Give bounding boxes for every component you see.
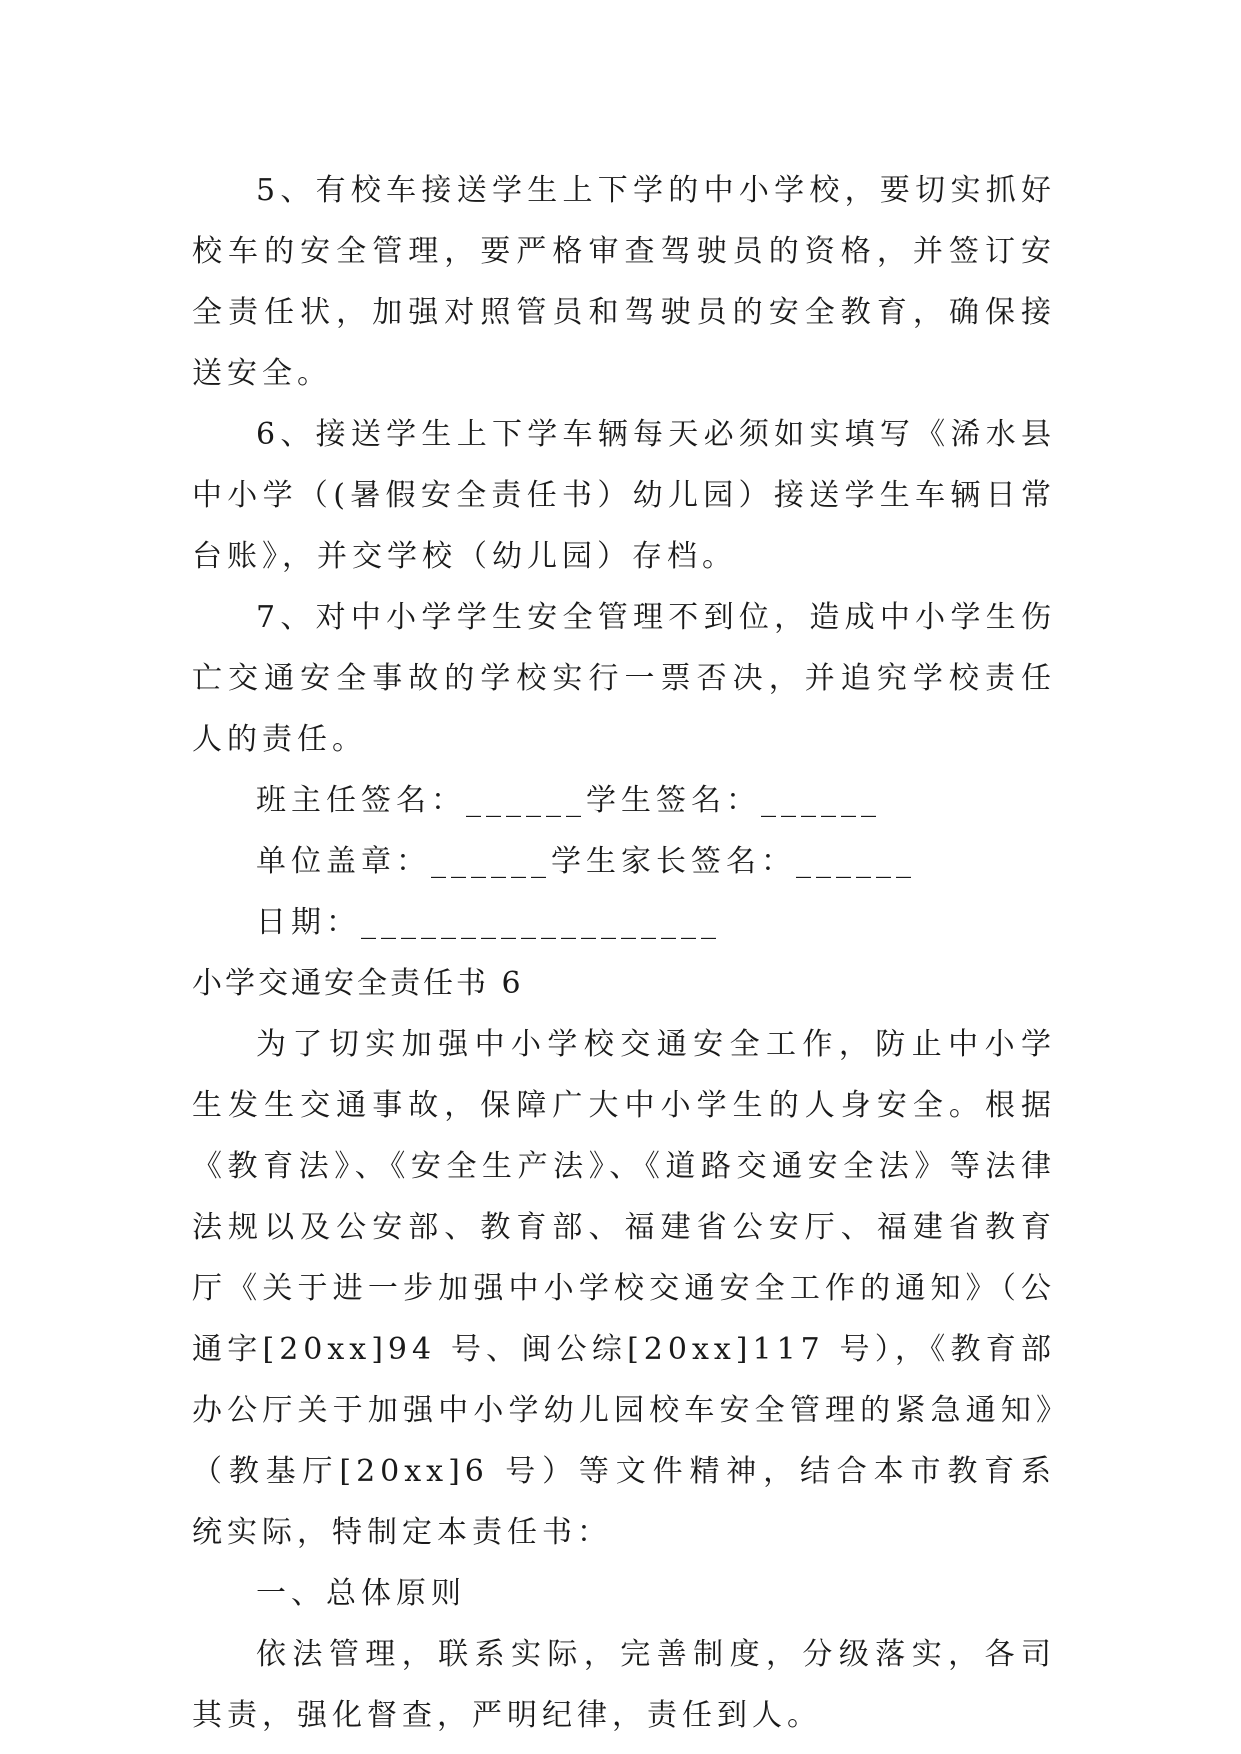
signature-row-date: 日期：__________________ <box>256 905 721 940</box>
section-title: 小学交通安全责任书 6 <box>192 966 524 1001</box>
document-body <box>192 160 1056 1746</box>
paragraph-item-7: 7、对中小学学生安全管理不到位，造成中小学生伤亡交通安全事故的学校实行一票否决，并追究学校责任人的责任。 <box>192 600 1056 757</box>
intro-paragraph: 为了切实加强中小学校交通安全工作，防止中小学生发生交通事故，保障广大中小学生的人身安全。根据《教育法》、《安全生产法》、《道路交通安全法》等法律法规以及公安部、教育部、福建省公安厅、福建省教育厅《关于进一步加强中小学校交通安全工作的通知》（公通字[20xx]94 号、闽公综[20xx]117 号），《教育部办公厅关于加强中小学幼儿园校车安全管理的紧急通知》（教基厅[20xx]6 号）等文件精神，结合本市教育系统实际，特制定本责任书： <box>192 1027 1056 1550</box>
signature-row-unit-parent: 单位盖章：______学生家长签名：______ <box>256 844 916 879</box>
paragraph-item-5: 5、有校车接送学生上下学的中小学校，要切实抓好校车的安全管理，要严格审查驾驶员的资格，并签订安全责任状，加强对照管员和驾驶员的安全教育，确保接送安全。 <box>192 173 1056 391</box>
principle-heading: 一、总体原则 <box>256 1576 466 1611</box>
paragraph-item-6: 6、接送学生上下学车辆每天必须如实填写《浠水县中小学（(暑假安全责任书）幼儿园）接送学生车辆日常台账》，并交学校（幼儿园）存档。 <box>192 417 1056 574</box>
principle-paragraph: 依法管理，联系实际，完善制度，分级落实，各司其责，强化督查，严明纪律，责任到人。 <box>192 1637 1056 1733</box>
signature-row-teacher-student: 班主任签名：______学生签名：______ <box>256 783 881 818</box>
